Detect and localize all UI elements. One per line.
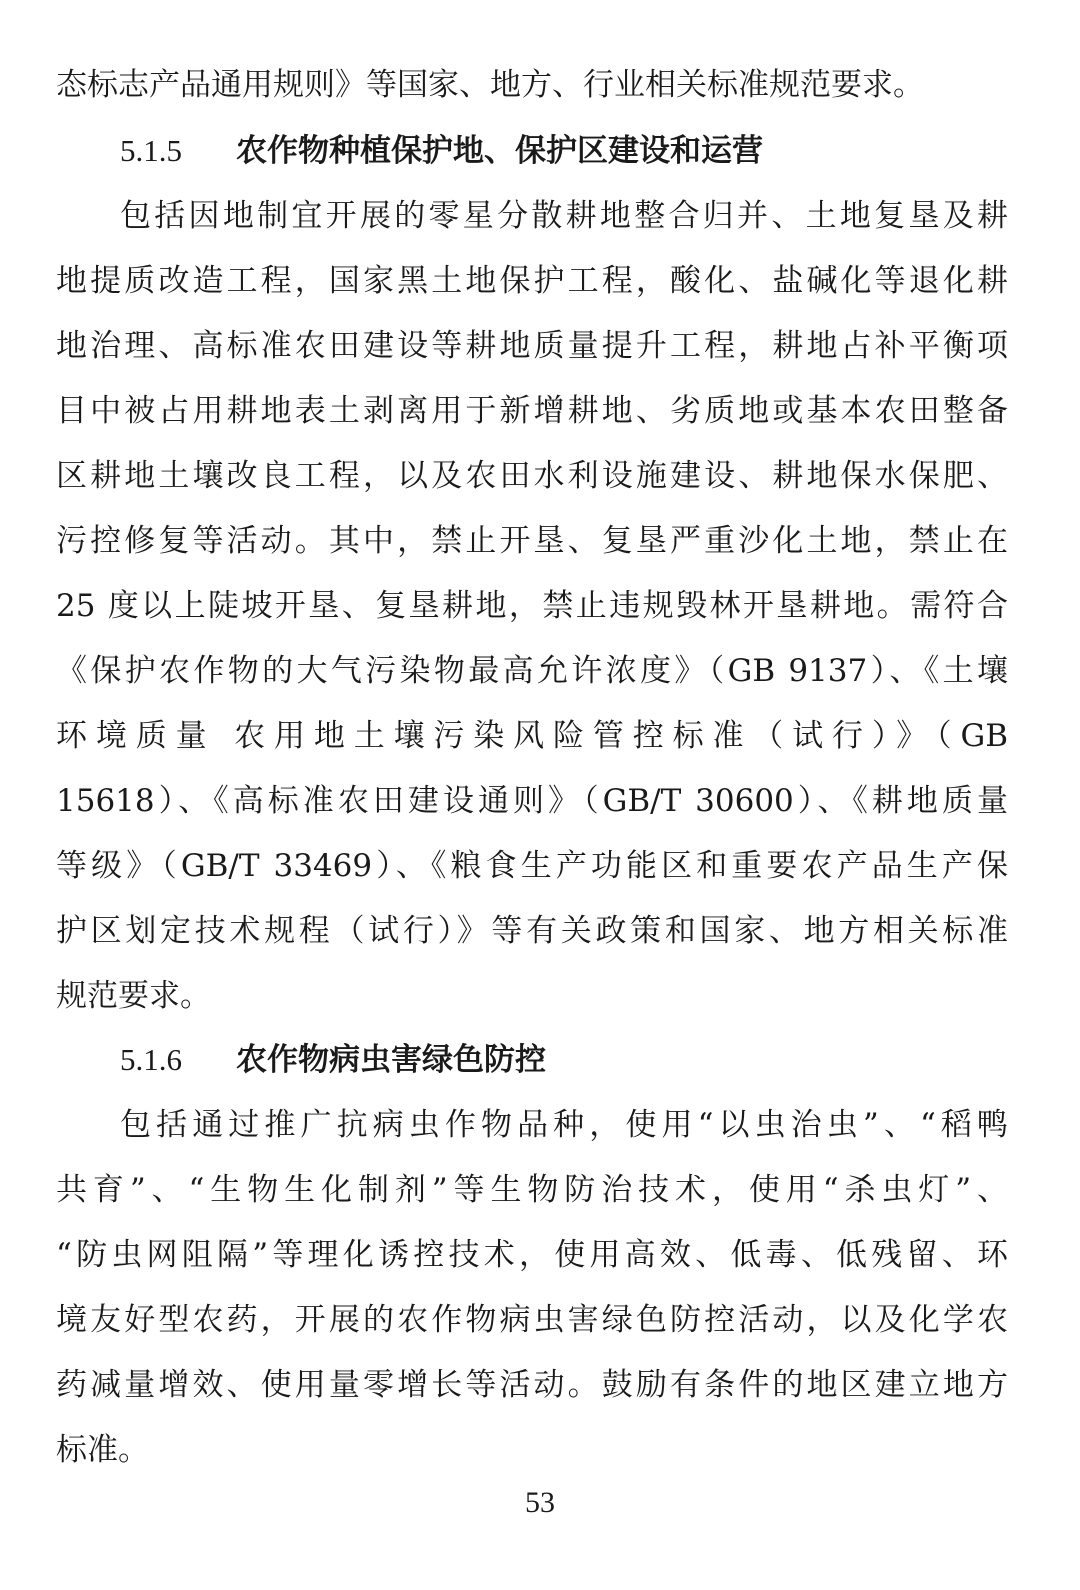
text-line: 共育”、“生物生化制剂”等生物防治技术，使用“杀虫灯”、: [56, 1172, 1008, 1208]
text-line: 等级》（GB/T 33469）、《粮食生产功能区和重要农产品生产保: [56, 848, 1008, 884]
text-line: 污控修复等活动。其中，禁止开垦、复垦严重沙化土地，禁止在: [56, 523, 1008, 559]
text-line: 护区划定技术规程（试行）》等有关政策和国家、地方相关标准: [56, 913, 1008, 949]
text-line: 境友好型农药，开展的农作物病虫害绿色防控活动，以及化学农: [56, 1302, 1008, 1338]
text-line: 目中被占用耕地表土剥离用于新增耕地、劣质地或基本农田整备: [56, 393, 1008, 429]
text-line: 《保护农作物的大气污染物最高允许浓度》（GB 9137）、《土壤: [56, 653, 1008, 689]
text-line: 包括因地制宜开展的零星分散耕地整合归并、土地复垦及耕: [120, 198, 1008, 234]
text-line: “防虫网阻隔”等理化诱控技术，使用高效、低毒、低残留、环: [56, 1237, 1008, 1273]
text-line: 地治理、高标准农田建设等耕地质量提升工程，耕地占补平衡项: [56, 328, 1008, 364]
page-number: 53: [525, 1486, 555, 1519]
text-line: 包括通过推广抗病虫作物品种，使用“以虫治虫”、“稻鸭: [120, 1107, 1008, 1143]
section-heading-5-1-6: [120, 1027, 546, 1093]
text-line: 15618）、《高标准农田建设通则》（GB/T 30600）、《耕地质量: [56, 783, 1008, 819]
section-title: 农作物种植保护地、保护区建设和运营: [236, 133, 763, 169]
section-title: 农作物病虫害绿色防控: [236, 1042, 546, 1078]
section-heading-5-1-5: [120, 118, 763, 184]
text-line: 药减量增效、使用量零增长等活动。鼓励有条件的地区建立地方: [56, 1367, 1008, 1403]
text-line: 25 度以上陡坡开垦、复垦耕地，禁止违规毁林开垦耕地。需符合: [56, 588, 1008, 624]
section-number: 5.1.6: [120, 1042, 182, 1077]
text-line: 地提质改造工程，国家黑土地保护工程，酸化、盐碱化等退化耕: [56, 263, 1008, 299]
text-line: 标准。: [56, 1432, 149, 1468]
section-number: 5.1.5: [120, 133, 182, 168]
text-line: 环境质量 农用地土壤污染风险管控标准（试行）》（GB: [56, 718, 1008, 754]
text-line: 规范要求。: [56, 978, 211, 1014]
text-line: 态标志产品通用规则》等国家、地方、行业相关标准规范要求。: [56, 67, 924, 103]
text-line: 区耕地土壤改良工程，以及农田水利设施建设、耕地保水保肥、: [56, 458, 1008, 494]
